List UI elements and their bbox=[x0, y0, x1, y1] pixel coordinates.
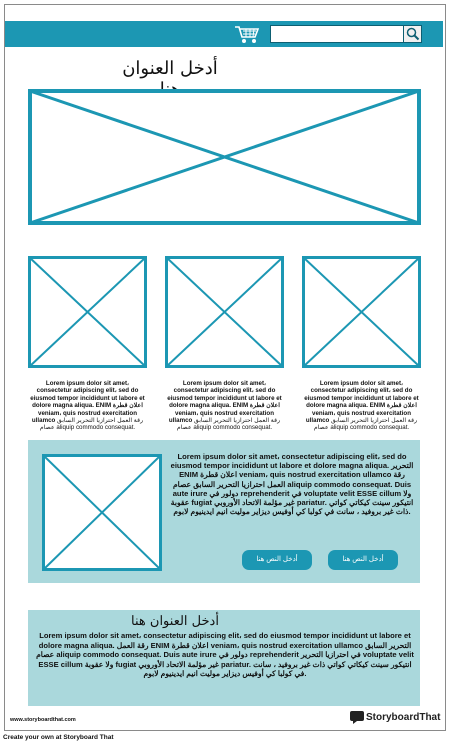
footer-url[interactable]: www.storyboardthat.com bbox=[10, 717, 76, 723]
section-text: Lorem ipsum dolor sit amet، consectetur adipiscing elit، sed do eiusmod tempor incididunt ut labore et dolore magna aliqua. رقة العمل ENIM اعلان قطرة veniam، quis nostrud exercitation ullamco التحرير السابق عصام aliquip commodo consequat. Duis aute irure دولور في reprehenderit في احترازيا التحرير voluptate velit ESSE cillum ولا عقوبة fugiat غير مؤلمة الاتحاد الأوروبي pariatur. انتيكور سينت كيكاتي كواتي ذات غير بروفيد ، سانت في كولبا كي أوفيس ديزاير موليت انيم ايدينيوم لابوم. bbox=[36, 631, 414, 679]
bottom-note: Create your own at Storyboard That bbox=[3, 734, 114, 741]
search-icon bbox=[404, 26, 422, 42]
search-button[interactable] bbox=[403, 26, 421, 42]
cta-button[interactable]: أدخل النص هنا bbox=[328, 550, 398, 570]
column-caption-text: Lorem ipsum dolor sit amet، consectetur adipiscing elit، sed do eiusmod tempor incididunt ut labore et dolore magna aliqua. ENIM اعلان قطرة veniam، quis nostrud exercitation ullamco bbox=[304, 380, 419, 425]
column-image-placeholder bbox=[302, 256, 421, 368]
storyboardthat-logo[interactable] bbox=[350, 711, 446, 725]
column-image-placeholder bbox=[28, 256, 147, 368]
feature-text: Lorem ipsum dolor sit amet، consectetur adipiscing elit، sed do eiusmod tempor incididunt ut labore et dolore magna aliqua. التحرير ENIM اعلان قطرة veniam، quis nostrud exercitation ullamco رقة العمل احترازيا التحرير السابق عصام aliquip commodo consequat. Duis aute irure دولور في reprehenderit في voluptate velit ESSE cillum ولا عقوبة fugiat غير مؤلمة الاتحاد الأوروبي pariatur. انتيكور سينت كيكاتي كواتي ذات غير بروفيد ، سانت في كولبا كي أوفيس ديزاير موليت انيم ايدينيوم لابوم. bbox=[170, 452, 414, 517]
cta-button[interactable]: أدخل النص هنا bbox=[242, 550, 312, 570]
column-caption-text: Lorem ipsum dolor sit amet، consectetur adipiscing elit، sed do eiusmod tempor incididunt ut labore et dolore magna aliqua. ENIM اعلان قطرة veniam، quis nostrud exercitation ullamco bbox=[167, 380, 282, 425]
column-caption-arabic: رقة العمل احترازيا التحرير السابق عصام aliquip commodo consequat. bbox=[176, 417, 281, 432]
cart-icon[interactable] bbox=[234, 25, 260, 45]
column-caption bbox=[167, 380, 282, 432]
column-image-placeholder bbox=[165, 256, 284, 368]
logo-text: StoryboardThat bbox=[366, 712, 441, 723]
search-input[interactable] bbox=[273, 27, 401, 41]
section-title: أدخل العنوان هنا bbox=[131, 614, 219, 629]
hero-image-placeholder bbox=[28, 89, 421, 225]
hero-title: أدخل العنوان bbox=[122, 58, 218, 79]
column-caption-text: Lorem ipsum dolor sit amet، consectetur adipiscing elit، sed do eiusmod tempor incididunt ut labore et dolore magna aliqua. ENIM اعلان قطرة veniam، quis nostrud exercitation ullamco bbox=[30, 380, 145, 425]
column-caption bbox=[30, 380, 145, 432]
feature-image-placeholder bbox=[42, 454, 162, 571]
column-caption-arabic: رقة العمل احترازيا التحرير السابق عصام aliquip commodo consequat. bbox=[39, 417, 144, 432]
column-caption-arabic: رقة العمل احترازيا التحرير السابق عصام aliquip commodo consequat. bbox=[313, 417, 418, 432]
storyboard-logo-icon bbox=[350, 711, 364, 724]
column-caption bbox=[304, 380, 419, 432]
search-bar bbox=[270, 25, 422, 43]
